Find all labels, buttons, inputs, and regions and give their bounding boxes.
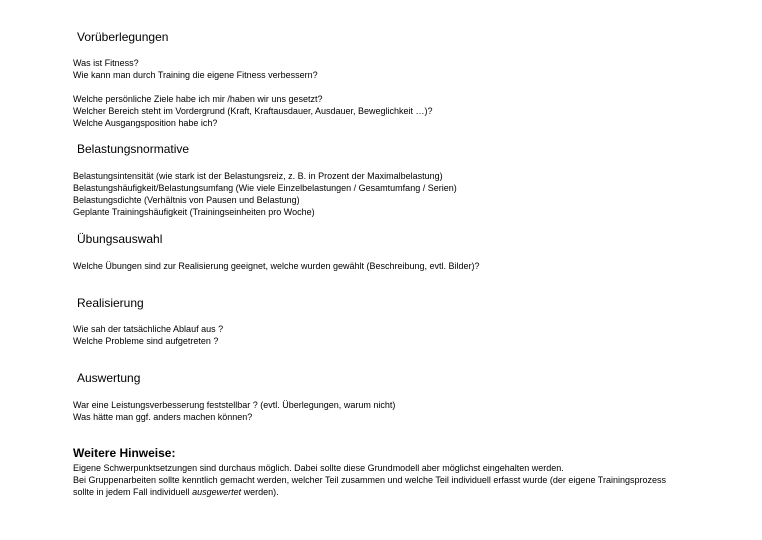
- hints-line: [73, 486, 279, 498]
- section-heading-uebungsauswahl: Übungsauswahl: [77, 232, 163, 246]
- section-heading-realisierung: Realisierung: [77, 296, 144, 310]
- hints-line-text: sollte in jedem Fall individuell: [73, 487, 193, 497]
- section-heading-vorueberlegungen: Vorüberlegungen: [77, 30, 169, 44]
- hints-heading: Weitere Hinweise:: [73, 446, 176, 460]
- hints-line-text: werden).: [241, 487, 279, 497]
- text-line: Welche Übungen sind zur Realisierung geeignet, welche wurden gewählt (Beschreibung, evtl. Bilder)?: [73, 261, 480, 271]
- text-line: Welcher Bereich steht im Vordergrund (Kraft, Kraftausdauer, Ausdauer, Beweglichkeit …)?: [73, 106, 433, 116]
- text-line: Welche persönliche Ziele habe ich mir /haben wir uns gesetzt?: [73, 94, 323, 104]
- text-line: Belastungsdichte (Verhältnis von Pausen und Belastung): [73, 195, 300, 205]
- text-line: Wie kann man durch Training die eigene Fitness verbessern?: [73, 70, 318, 80]
- text-line: Belastungshäufigkeit/Belastungsumfang (Wie viele Einzelbelastungen / Gesamtumfang / Serien): [73, 183, 457, 193]
- text-line: Welche Probleme sind aufgetreten ?: [73, 336, 219, 346]
- text-line: Welche Ausgangsposition habe ich?: [73, 118, 218, 128]
- text-line: War eine Leistungsverbesserung feststellbar ? (evtl. Überlegungen, warum nicht): [73, 400, 396, 410]
- section-heading-belastungsnormative: Belastungsnormative: [77, 142, 190, 156]
- hints-line: Bei Gruppenarbeiten sollte kenntlich gemacht werden, welcher Teil zusammen und welche Teil individuell erfasst wurde (der eigene Trainingsprozess: [73, 475, 666, 485]
- emphasized-word: ausgewertet: [192, 487, 242, 497]
- text-line: Wie sah der tatsächliche Ablauf aus ?: [73, 324, 224, 334]
- hints-line: Eigene Schwerpunktsetzungen sind durchaus möglich. Dabei sollte diese Grundmodell aber möglichst eingehalten werden.: [73, 463, 564, 473]
- text-line: Geplante Trainingshäufigkeit (Trainingseinheiten pro Woche): [73, 207, 315, 217]
- text-line: Was hätte man ggf. anders machen können?: [73, 412, 253, 422]
- text-line: Belastungsintensität (wie stark ist der Belastungsreiz, z. B. in Prozent der Maximalbelastung): [73, 171, 443, 181]
- text-line: Was ist Fitness?: [73, 58, 139, 68]
- section-heading-auswertung: Auswertung: [77, 371, 141, 385]
